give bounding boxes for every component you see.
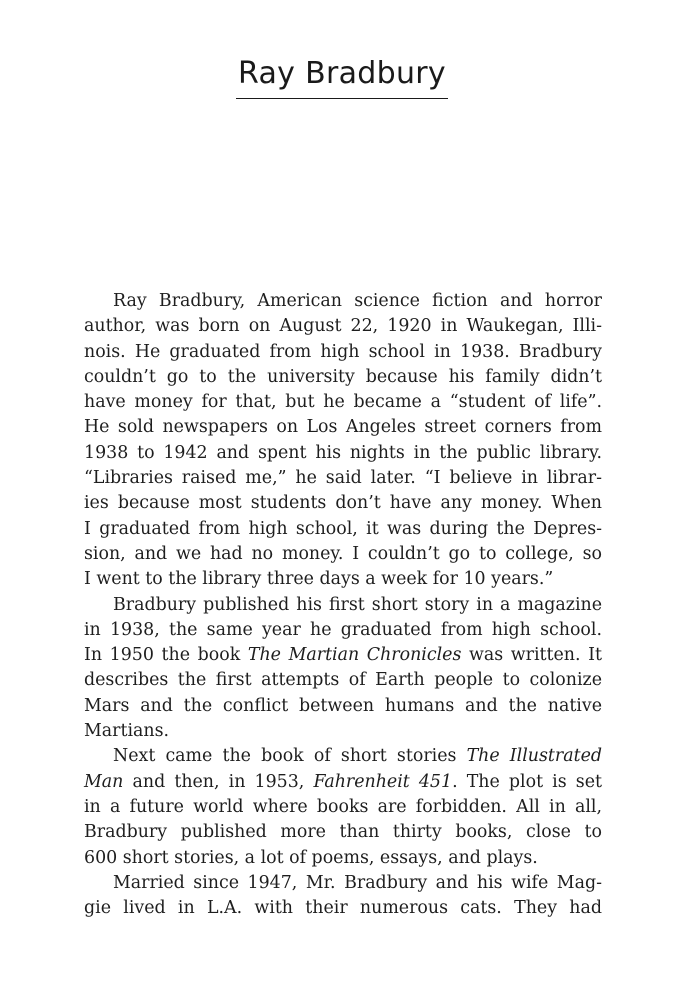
title-block	[0, 56, 684, 99]
text-line: sion, and we had no money. I couldn’t go to college, so	[84, 543, 602, 564]
text-line: in a future world where books are forbidden. All in all,	[84, 796, 602, 817]
text-line: “Libraries raised me,” he said later. “I believe in librar-	[84, 468, 602, 489]
page-title: Ray Bradbury	[236, 56, 448, 99]
text-line: I went to the library three days a week for 10 years.”	[84, 569, 554, 590]
text-line: Married since 1947, Mr. Bradbury and his wife Mag-	[113, 872, 602, 893]
book-title-illustrated-man-cont: Man	[84, 771, 124, 792]
text-line: Ray Bradbury, American science fiction and horror	[113, 291, 602, 311]
book-title-martian-chronicles: The Martian Chronicles	[247, 645, 462, 666]
text-line: He sold newspapers on Los Angeles street corners from	[84, 417, 602, 438]
text-line: ies because most students don’t have any money. When	[84, 493, 602, 514]
text-line: describes the first attempts of Earth people to colonize	[84, 670, 602, 691]
text-line: 1938 to 1942 and spent his nights in the public library.	[84, 442, 602, 463]
text-run: was written. It	[461, 645, 603, 666]
book-title-illustrated-man: The Illustrated	[466, 746, 602, 767]
text-run: In 1950 the book	[84, 645, 248, 666]
book-title-fahrenheit-451: Fahrenheit 451	[313, 771, 453, 792]
text-line	[84, 744, 602, 769]
text-line	[84, 643, 602, 668]
text-line: Bradbury published more than thirty books, close to	[84, 822, 602, 843]
text-run: . The plot is set	[452, 771, 602, 792]
text-line: couldn’t go to the university because his family didn’t	[84, 366, 602, 387]
text-line: Martians.	[84, 721, 170, 742]
text-run: Next came the book of short stories	[113, 746, 467, 767]
text-line: have money for that, but he became a “student of life”.	[84, 392, 602, 413]
text-line: in 1938, the same year he graduated from high school.	[84, 619, 602, 640]
text-line: Bradbury published his first short story in a magazine	[113, 594, 602, 615]
text-line: author, was born on August 22, 1920 in Waukegan, Illi-	[84, 316, 602, 337]
text-line: gie lived in L.A. with their numerous cats. They had	[84, 898, 602, 919]
text-line: nois. He graduated from high school in 1938. Bradbury	[84, 341, 602, 362]
text-line: Mars and the conflict between humans and the native	[84, 695, 602, 716]
text-line: I graduated from high school, it was during the Depres-	[84, 518, 602, 539]
text-line	[84, 770, 602, 795]
text-line: 600 short stories, a lot of poems, essays, and plays.	[84, 847, 538, 868]
text-run: and then, in 1953,	[123, 771, 314, 792]
body-text	[84, 289, 602, 921]
